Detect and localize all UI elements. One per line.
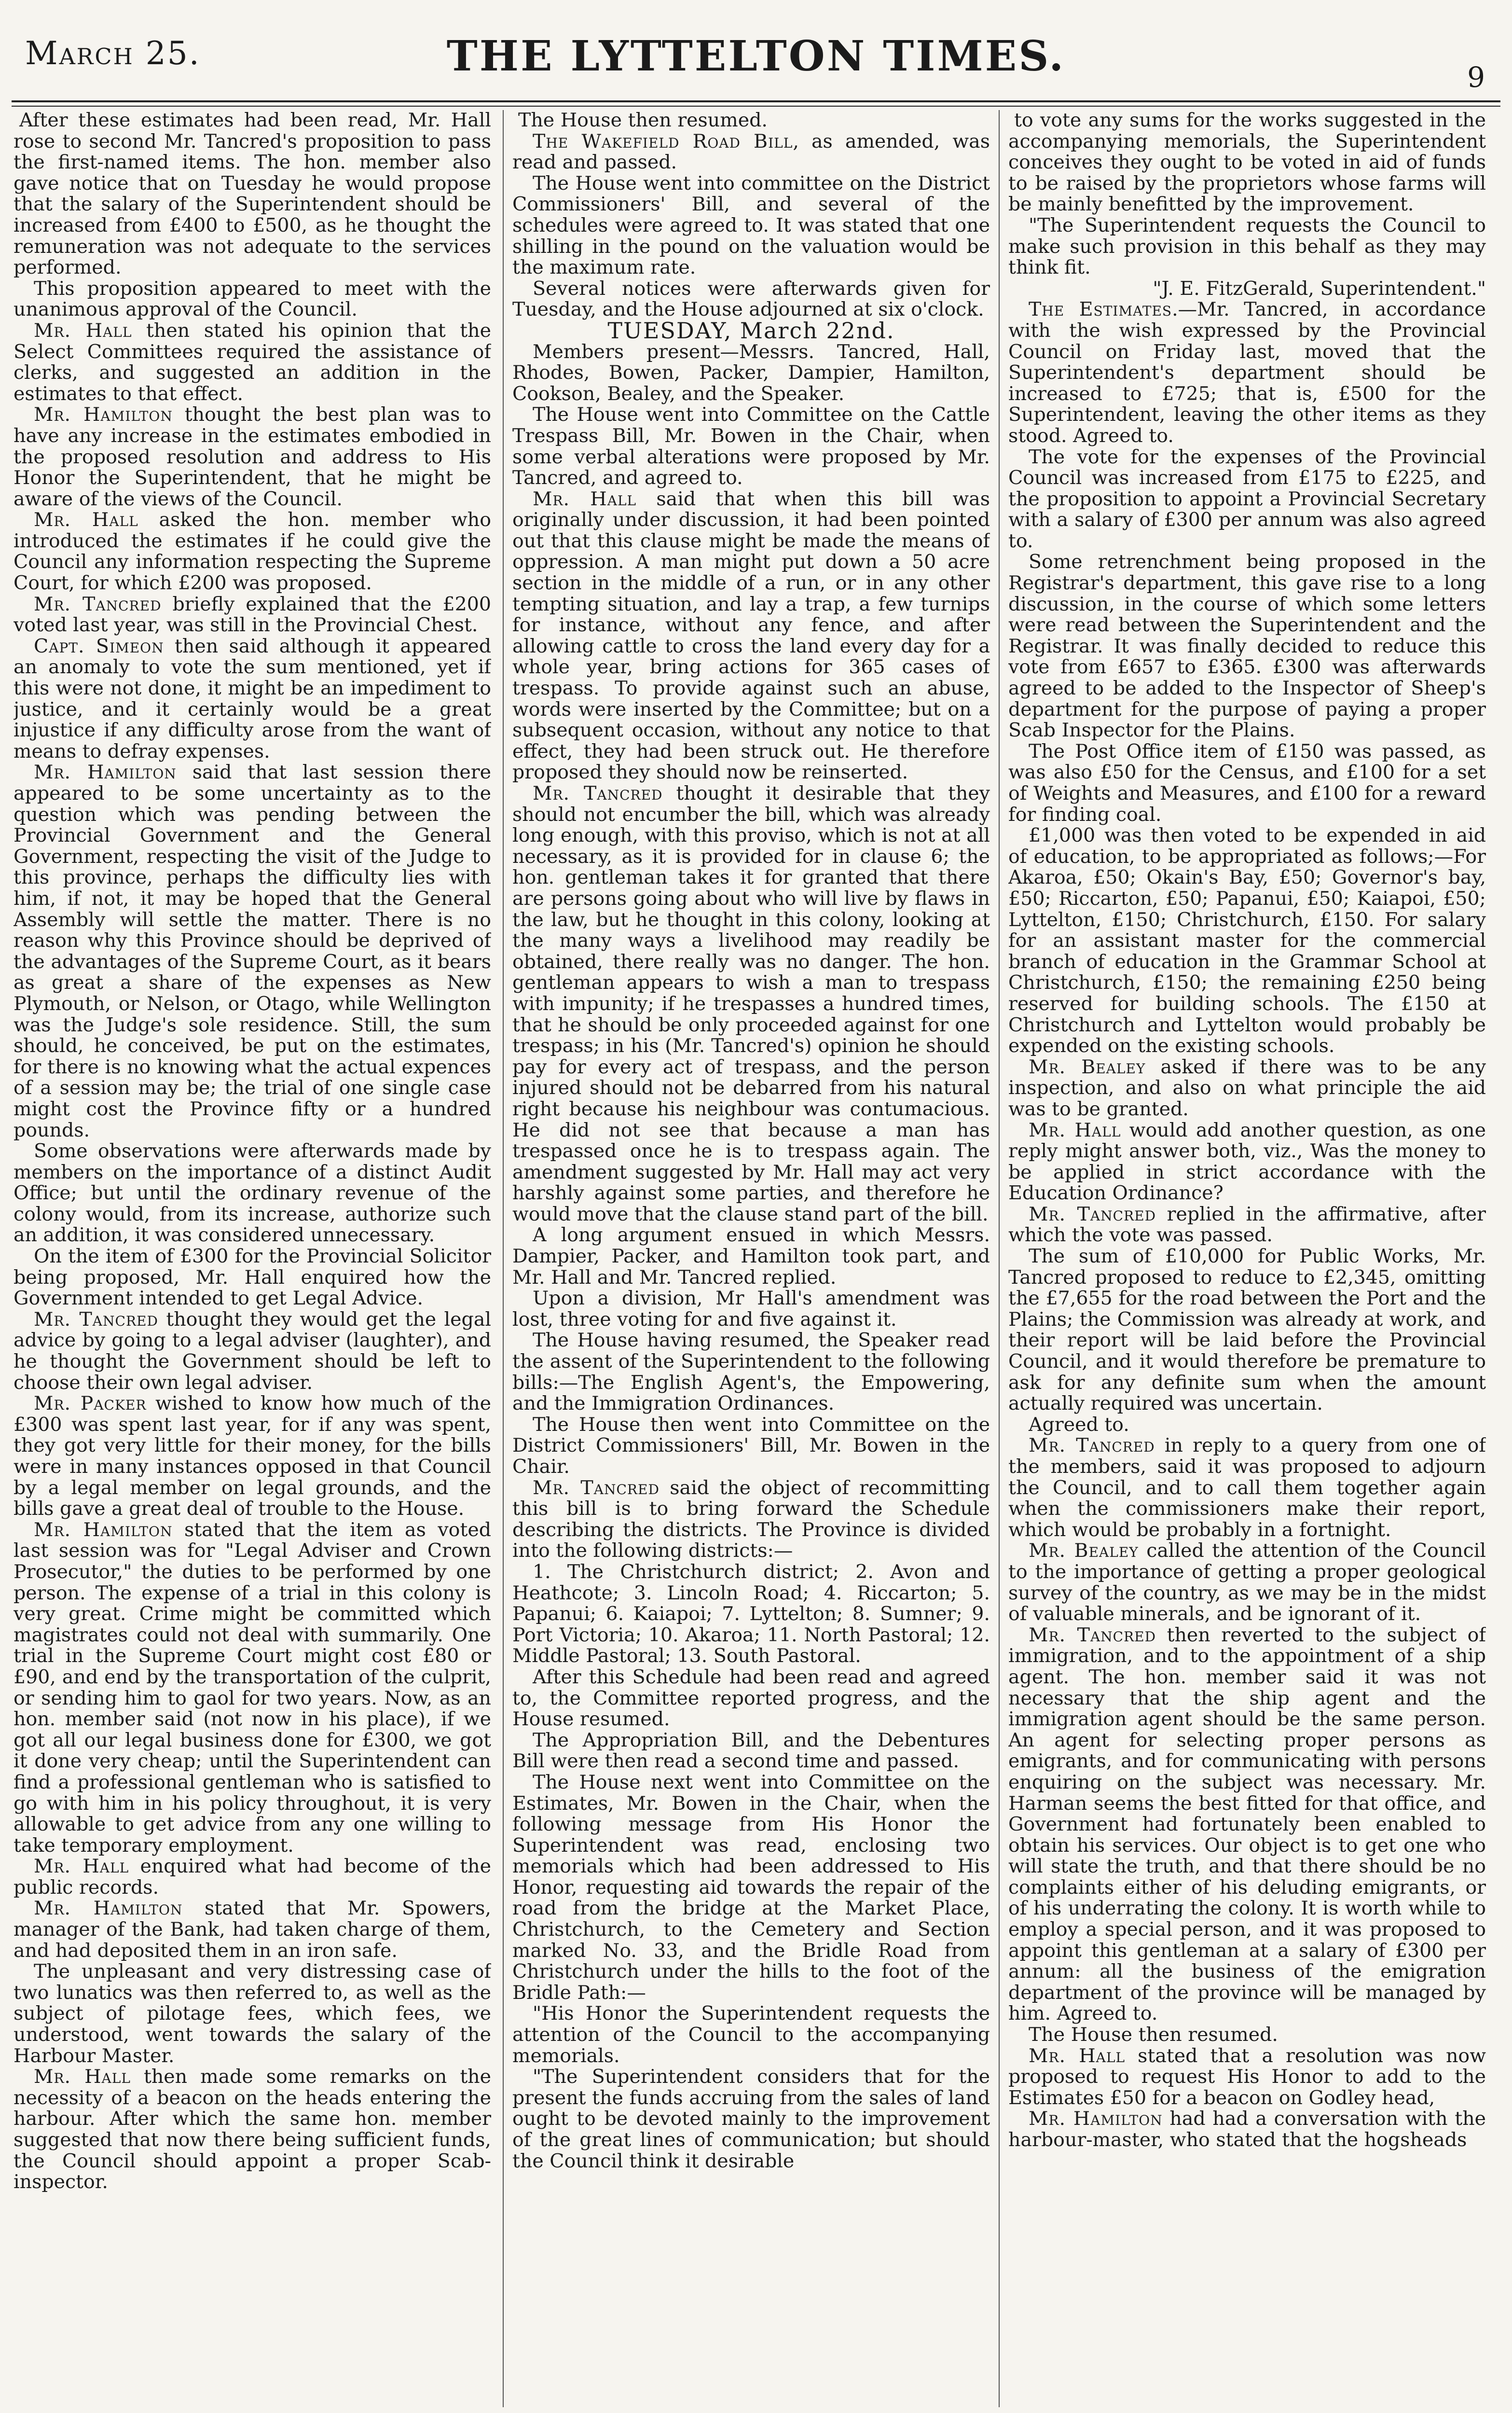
speaker-name: Mr. Hall [34, 509, 138, 531]
article-paragraph [1008, 1246, 1486, 1415]
article-paragraph [512, 1562, 990, 1667]
paragraph-text: The House then resumed. [518, 110, 768, 131]
paragraph-text: to vote any sums for the works suggested in the accompanying memorials, the Superintendent conceives they ought to be voted in aid of funds to be raised by the proprietors whose farms will be mainly benefitted by the improvement. [1008, 110, 1486, 216]
paragraph-text: Upon a division, Mr Hall's amendment was lost, three voting for and five against it. [512, 1287, 990, 1331]
article-paragraph [14, 1309, 491, 1393]
speaker-name: Mr. Tancred [533, 1476, 660, 1499]
paragraph-text: stated that a resolution was now proposed to request His Honor to add to the Estimates £50 for a beacon on Godley head, [1008, 2044, 1486, 2109]
article-paragraph [1008, 2046, 1486, 2109]
article-paragraph [512, 1330, 990, 1414]
speaker-name: The Wakefield Road Bill [533, 130, 793, 153]
article-paragraph [14, 594, 491, 636]
paragraph-text: The sum of £10,000 for Public Works, Mr. Tancred proposed to reduce to £2,345, omitting the £7,655 for the road between the Port and the Plains; the Commission was already at work, and their report will be laid before the Provincial Council, and it would therefore be premature to ask for any definite sum when the amount actually required was uncertain. [1008, 1245, 1486, 1415]
page-header [0, 0, 1512, 111]
paragraph-text: The House went into committee on the District Commissioners' Bill, and several of the schedules were agreed to. It was stated that one shilling in the pound on the valuation would be the maximum rate. [512, 172, 990, 279]
article-paragraph [14, 1898, 491, 1961]
paragraph-text: The House went into Committee on the Cattle Trespass Bill, Mr. Bowen in the Chair, when some verbal alterations were proposed by Mr. Tancred, and agreed to. [512, 403, 990, 489]
column-1 [14, 110, 491, 2402]
paragraph-text: "J. E. FitzGerald, Superintendent." [1153, 277, 1486, 300]
article-paragraph [14, 404, 491, 510]
article-paragraph [1008, 1625, 1486, 2025]
paragraph-text: stated that Mr. Spowers, manager of the Bank, had taken charge of them, and had deposited them in an iron safe. [14, 1897, 491, 1962]
article-paragraph [14, 110, 491, 278]
paragraph-text: Some retrenchment being proposed in the Registrar's department, this gave rise to a long discussion, in the course of which some letters were read between the Superintendent and the Registrar. It was finally decided to reduce this vote from £657 to £365. £300 was afterwards agreed to be added to the Inspector of Sheep's department for the purpose of paying a proper Scab Inspector for the Plains. [1008, 551, 1486, 742]
paragraph-text: would add another question, as one reply might answer both, viz., Was the money to be applied in strict accordance with the Education Ordinance? [1008, 1119, 1486, 1205]
article-paragraph [1008, 2025, 1486, 2046]
article-paragraph [1008, 278, 1486, 300]
speaker-name: Mr. Hall [1029, 1119, 1121, 1141]
speaker-name: Mr. Tancred [34, 1308, 158, 1331]
article-paragraph [512, 1415, 990, 1478]
article-paragraph [512, 1478, 990, 1562]
article-paragraph [14, 278, 491, 320]
paragraph-text: then made some remarks on the necessity of a beacon on the heads entering the harbour. After which the same hon. member suggested that now there being sufficient funds, the Council should appoint a proper Scab-inspector. [14, 2066, 491, 2193]
issue-date: March 25. [25, 35, 201, 72]
newspaper-title: THE LYTTELTON TIMES. [446, 32, 1066, 81]
speaker-name: Mr. Hamilton [34, 1518, 173, 1541]
speaker-name: Mr. Tancred [1029, 1623, 1156, 1646]
paragraph-text: "The Superintendent requests the Council to make such provision in this behalf as they may think fit. [1008, 214, 1486, 279]
paragraph-text: £1,000 was then voted to be expended in aid of education, to be appropriated as follows;—For Akaroa, £50; Okain's Bay, £50; Governor's bay, £50; Riccarton, £50; Papanui, £50; Kaiapoi, £50; Lyttelton, £150; Christchurch, £150. For salary for an assistant master for the commercial branch of education in the Grammar School at Christchurch, £150; the remaining £250 being reserved for building schools. The £150 at Christchurch and Lyttelton would probably be expended on the existing schools. [1008, 824, 1486, 1057]
paragraph-text: stated that the item as voted last session was for "Legal Adviser and Crown Prosecutor," the duties to be performed by one person. The expense of a trial in this colony is very great. Crime might be committed which magistrates could not deal with summarily. One trial in the Supreme Court might cost £80 or £90, and end by the transportation of the culprit, or sending him to gaol for two years. Now, as an hon. member said (not now in his place), if we got all our legal business done for £300, we got it done very cheap; until the Superintendent can find a professional gentleman who is satisfied to go with him in his policy throughout, it is very allowable to get advice from any one willing to take temporary employment. [14, 1518, 491, 1857]
article-paragraph [1008, 1120, 1486, 1204]
article-paragraph [14, 2066, 491, 2193]
paragraph-text: thought the best plan was to have any increase in the estimates embodied in the proposed resolution and address to His Honor the Superintendent, that he might be aware of the views of the Council. [14, 403, 491, 510]
article-paragraph [1008, 825, 1486, 1057]
article-paragraph [1008, 1435, 1486, 1540]
header-rule-thin [12, 106, 1500, 107]
article-paragraph [1008, 741, 1486, 825]
paragraph-text: thought it desirable that they should not encumber the bill, which was already long enough, with this proviso, which is not at all necessary, as it is provided for in clause 6; the hon. gentleman takes it for granted that there are persons going about who will live by flaws in the law, but he thought in this colony, looking at the many ways a livelihood may readily be obtained, there really was no danger. The hon. gentleman appears to wish a man to trespass with impunity; if he trespasses a hundred times, that he should be only proceeded against for one trespass; in his (Mr. Tancred's) opinion he should pay for every act of trespass, and the person injured should not be debarred from his natural right because his neighbour was contumacious. He did not see that because a man has trespassed once he is to trespass again. The amendment suggested by Mr. Hall may act very harshly against some parties, and therefore he would move that the clause stand part of the bill. [512, 782, 990, 1225]
speaker-name: Mr. Tancred [533, 782, 663, 804]
article-paragraph [14, 1393, 491, 1520]
article-paragraph [14, 1856, 491, 1898]
article-paragraph [512, 1667, 990, 1730]
article-paragraph [1008, 1057, 1486, 1120]
article-paragraph [1008, 2108, 1486, 2150]
article-paragraph [512, 1772, 990, 2004]
paragraph-text: in reply to a query from one of the members, said it was proposed to adjourn the Council, and to call them together again when the commissioners make their report, which would be probably in a fortnight. [1008, 1434, 1486, 1541]
paragraph-text: A long argument ensued in which Messrs. Dampier, Packer, and Hamilton took part, and Mr. Hall and Mr. Tancred replied. [512, 1224, 990, 1289]
paragraph-text: then said although it appeared an anomaly to vote the sum mentioned, yet if this were not done, it might be an impediment to justice, and it certainly would be a great injustice if any difficulty arose from the want of means to defray expenses. [14, 635, 491, 763]
paragraph-text: Several notices were afterwards given for Tuesday, and the House adjourned at six o'clock. [512, 277, 990, 321]
speaker-name: Mr. Hall [34, 319, 132, 342]
paragraph-text: After this Schedule had been read and agreed to, the Committee reported progress, and the House resumed. [512, 1665, 990, 1731]
article-paragraph [512, 1225, 990, 1288]
article-paragraph [512, 131, 990, 173]
article-paragraph [512, 342, 990, 405]
paragraph-text: called the attention of the Council to the importance of getting a proper geological survey of the country, as we may be in the midst of valuable minerals, and be ignorant of it. [1008, 1539, 1486, 1625]
paragraph-text: The unpleasant and very distressing case of two lunatics was then referred to, as well as the subject of pilotage fees, which fees, we understood, went towards the salary of the Harbour Master. [14, 1960, 491, 2067]
article-paragraph [14, 636, 491, 763]
article-paragraph [14, 1246, 491, 1309]
article-paragraph [14, 1520, 491, 1857]
speaker-name: Mr. Tancred [34, 593, 162, 615]
speaker-name: Mr. Hamilton [34, 403, 173, 426]
speaker-name: Mr. Hamilton [34, 761, 177, 784]
speaker-name: Mr. Hall [34, 1855, 129, 1878]
paragraph-text: The House next went into Committee on the Estimates, Mr. Bowen in the Chair, when the following message from His Honor the Superintendent was read, enclosing two memorials which had been addressed to His Honor, requesting aid towards the repair of the road from the bridge at the Market Place, Christchurch, to the Cemetery and Section marked No. 33, and the Bridle Road from Christchurch under the hills to the foot of the Bridle Path:— [512, 1771, 990, 2004]
article-paragraph [14, 1961, 491, 2066]
paragraph-text: The House having resumed, the Speaker read the assent of the Superintendent to the following bills:—The English Agent's, the Empowering, and the Immigration Ordinances. [512, 1329, 990, 1415]
article-paragraph [1008, 1204, 1486, 1246]
paragraph-text: After these estimates had been read, Mr. Hall rose to second Mr. Tancred's proposition to pass the first-named items. The hon. member also gave notice that on Tuesday he would propose that the salary of the Superintendent should be increased from £400 to £500, as he thought the remuneration was not adequate to the services performed. [14, 110, 491, 279]
paragraph-text: said that when this bill was originally under discussion, it had been pointed out that this clause might be made the means of oppression. A man might put down a 50 acre section in the middle of a run, or in any other tempting situation, and lay a trap, a few turnips for instance, without any fence, and after allowing cattle to cross the land every day for a whole year, bring actions for 365 cases of trespass. To provide against such an abuse, words were inserted by the Committee; but on a subsequent occasion, without any notice to that effect, they had been struck out. He therefore proposed they should now be reinserted. [512, 487, 990, 784]
article-paragraph [512, 278, 990, 320]
article-paragraph [512, 1730, 990, 1772]
paragraph-text: This proposition appeared to meet with the unanimous approval of the Council. [14, 277, 491, 321]
paragraph-text: The vote for the expenses of the Provincial Council was increased from £175 to £225, and the proposition to appoint a Provincial Secretary with a salary of £300 per annum was also agreed to. [1008, 445, 1486, 552]
paragraph-text: Agreed to. [1029, 1413, 1129, 1436]
article-paragraph [512, 110, 990, 131]
article-paragraph [1008, 552, 1486, 741]
article-paragraph [512, 2003, 990, 2066]
section-heading: TUESDAY, March 22nd. [607, 317, 895, 344]
paragraph-text: wished to know how much of the £300 was spent last year, for if any was spent, they got very little for their money, for the bills were in many instances opposed in that Council by a legal member on legal grounds, and the bills gave a great deal of trouble to the House. [14, 1392, 491, 1520]
speaker-name: Mr. Hall [533, 487, 637, 510]
paragraph-text: .—Mr. Tancred, in accordance with the wish expressed by the Provincial Council on Friday last, moved that the Superintendent's department should be increased to £725; that is, £500 for the Superintendent, leaving the other items as they stood. Agreed to. [1008, 298, 1486, 447]
speaker-name: Mr. Hall [34, 2066, 131, 2088]
article-paragraph [1008, 299, 1486, 446]
speaker-name: Capt. Simeon [34, 635, 164, 657]
paragraph-text: Members present—Messrs. Tancred, Hall, Rhodes, Bowen, Packer, Dampier, Hamilton, Cookson, Bealey, and the Speaker. [512, 340, 990, 405]
paragraph-text: replied in the affirmative, after which the vote was passed. [1008, 1203, 1486, 1247]
header-rule [12, 100, 1500, 102]
column-divider [503, 110, 504, 2407]
article-paragraph [512, 404, 990, 488]
speaker-name: The Estimates [1029, 298, 1172, 321]
paragraph-text: enquired what had become of the public records. [14, 1855, 491, 1899]
article-paragraph [14, 762, 491, 1141]
speaker-name: Mr. Hamilton [34, 1897, 183, 1920]
article-paragraph [14, 320, 491, 404]
speaker-name: Mr. Packer [34, 1392, 147, 1415]
speaker-name: Mr. Tancred [1029, 1203, 1156, 1225]
column-2 [512, 110, 990, 2402]
speaker-name: Mr. Tancred [1029, 1434, 1155, 1457]
article-paragraph [1008, 1540, 1486, 1624]
speaker-name: Mr. Bealey [1029, 1539, 1139, 1562]
paragraph-text: Some observations were afterwards made by members on the importance of a distinct Audit Office; but until the ordinary revenue of the colony would, from its increase, authorize such an addition, it was considered unnecessary. [14, 1140, 491, 1247]
article-paragraph [512, 2066, 990, 2172]
speaker-name: Mr. Bealey [1029, 1055, 1146, 1078]
article-paragraph [1008, 110, 1486, 215]
paragraph-text: said the object of recommitting this bill is to bring forward the Schedule describing the districts. The Province is divided into the following districts:— [512, 1476, 990, 1562]
paragraph-text: said that last session there appeared to be some uncertainty as to the question which was pending between the Provincial Government and the General Government, respecting the visit of the Judge to this province, perhaps the difficulty lies with him, if not, it may be hoped that the General Assembly will settle the matter. There is no reason why this Province should be deprived of the advantages of the Supreme Court, as it bears as great a share of the expenses as New Plymouth, or Nelson, or Otago, while Wellington was the Judge's sole residence. Still, the sum should, he conceived, be put on the estimates, for there is no knowing what the actual expences of a session may be; the trial of one single case might cost the Province fifty or a hundred pounds. [14, 761, 491, 1141]
page-number: 9 [1467, 61, 1485, 94]
column-divider [999, 110, 1000, 2407]
paragraph-text: asked the hon. member who introduced the estimates if he could give the Council any information respecting the Supreme Court, for which £200 was proposed. [14, 509, 491, 595]
article-paragraph [14, 510, 491, 594]
article-paragraph [1008, 1415, 1486, 1436]
paragraph-text: On the item of £300 for the Provincial Solicitor being proposed, Mr. Hall enquired how the Government intended to get Legal Advice. [14, 1245, 491, 1310]
column-3 [1008, 110, 1486, 2402]
paragraph-text: 1. The Christchurch district; 2. Avon and Heathcote; 3. Lincoln Road; 4. Riccarton; 5. Papanui; 6. Kaiapoi; 7. Lyttelton; 8. Sumner; 9. Port Victoria; 10. Akaroa; 11. North Pastoral; 12. Middle Pastoral; 13. South Pastoral. [512, 1560, 990, 1667]
paragraph-text: The Appropriation Bill, and the Debentures Bill were then read a second time and passed. [512, 1729, 990, 1773]
paragraph-text: "His Honor the Superintendent requests the attention of the Council to the accompanying memorials. [512, 2002, 990, 2067]
paragraph-text: thought they would get the legal advice by going to a legal adviser (laughter), and he thought the Government should be left to choose their own legal adviser. [14, 1308, 491, 1394]
speaker-name: Mr. Hamilton [1029, 2108, 1163, 2130]
paragraph-text: briefly explained that the £200 voted last year, was still in the Provincial Chest. [14, 593, 491, 637]
paragraph-text: The House then went into Committee on the District Commissioners' Bill, Mr. Bowen in the Chair. [512, 1413, 990, 1478]
paragraph-text: had had a conversation with the harbour-master, who stated that the hogsheads [1008, 2108, 1486, 2151]
paragraph-text: then stated his opinion that the Select Committees required the assistance of clerks, and suggested an addition in the estimates to that effect. [14, 319, 491, 405]
paragraph-text: then reverted to the subject of immigration, and to the appointment of a ship agent. The hon. member said it was not necessary that the ship agent and the immigration agent should be the same person. An agent for selecting proper persons as emigrants, and for communicating with persons enquiring on the subject was necessary. Mr. Harman seems the best fitted for that office, and Government had fortunately been enabled to obtain his services. Our object is to get one who will state the truth, and that there should be no complaints either of his deluding emigrants, or of his underrating the colony. It is worth while to employ a special person, and it was proposed to appoint this gentleman at a salary of £300 per annum: all the business of the emigration department of the province will be managed by him. Agreed to. [1008, 1623, 1486, 2025]
article-paragraph [1008, 447, 1486, 552]
speaker-name: Mr. Hall [1029, 2044, 1126, 2067]
article-paragraph [512, 1288, 990, 1330]
article-paragraph [1008, 215, 1486, 278]
article-paragraph [512, 783, 990, 1225]
paragraph-text: , as amended, was read and passed. [512, 130, 990, 174]
paragraph-text: The House then resumed. [1029, 2024, 1278, 2046]
paragraph-text: The Post Office item of £150 was passed, as was also £50 for the Census, and £100 for a set of Weights and Measures, and £100 for a reward for finding coal. [1008, 740, 1486, 826]
paragraph-text: "The Superintendent considers that for the present the funds accruing from the sales of land ought to be devoted mainly to the improvement of the great lines of communication; but should the Council think it desirable [512, 2066, 990, 2172]
article-paragraph [14, 1141, 491, 1246]
article-paragraph [512, 489, 990, 783]
paragraph-text: asked if there was to be any inspection, and also on what principle the aid was to be granted. [1008, 1055, 1486, 1120]
article-paragraph [512, 173, 990, 278]
